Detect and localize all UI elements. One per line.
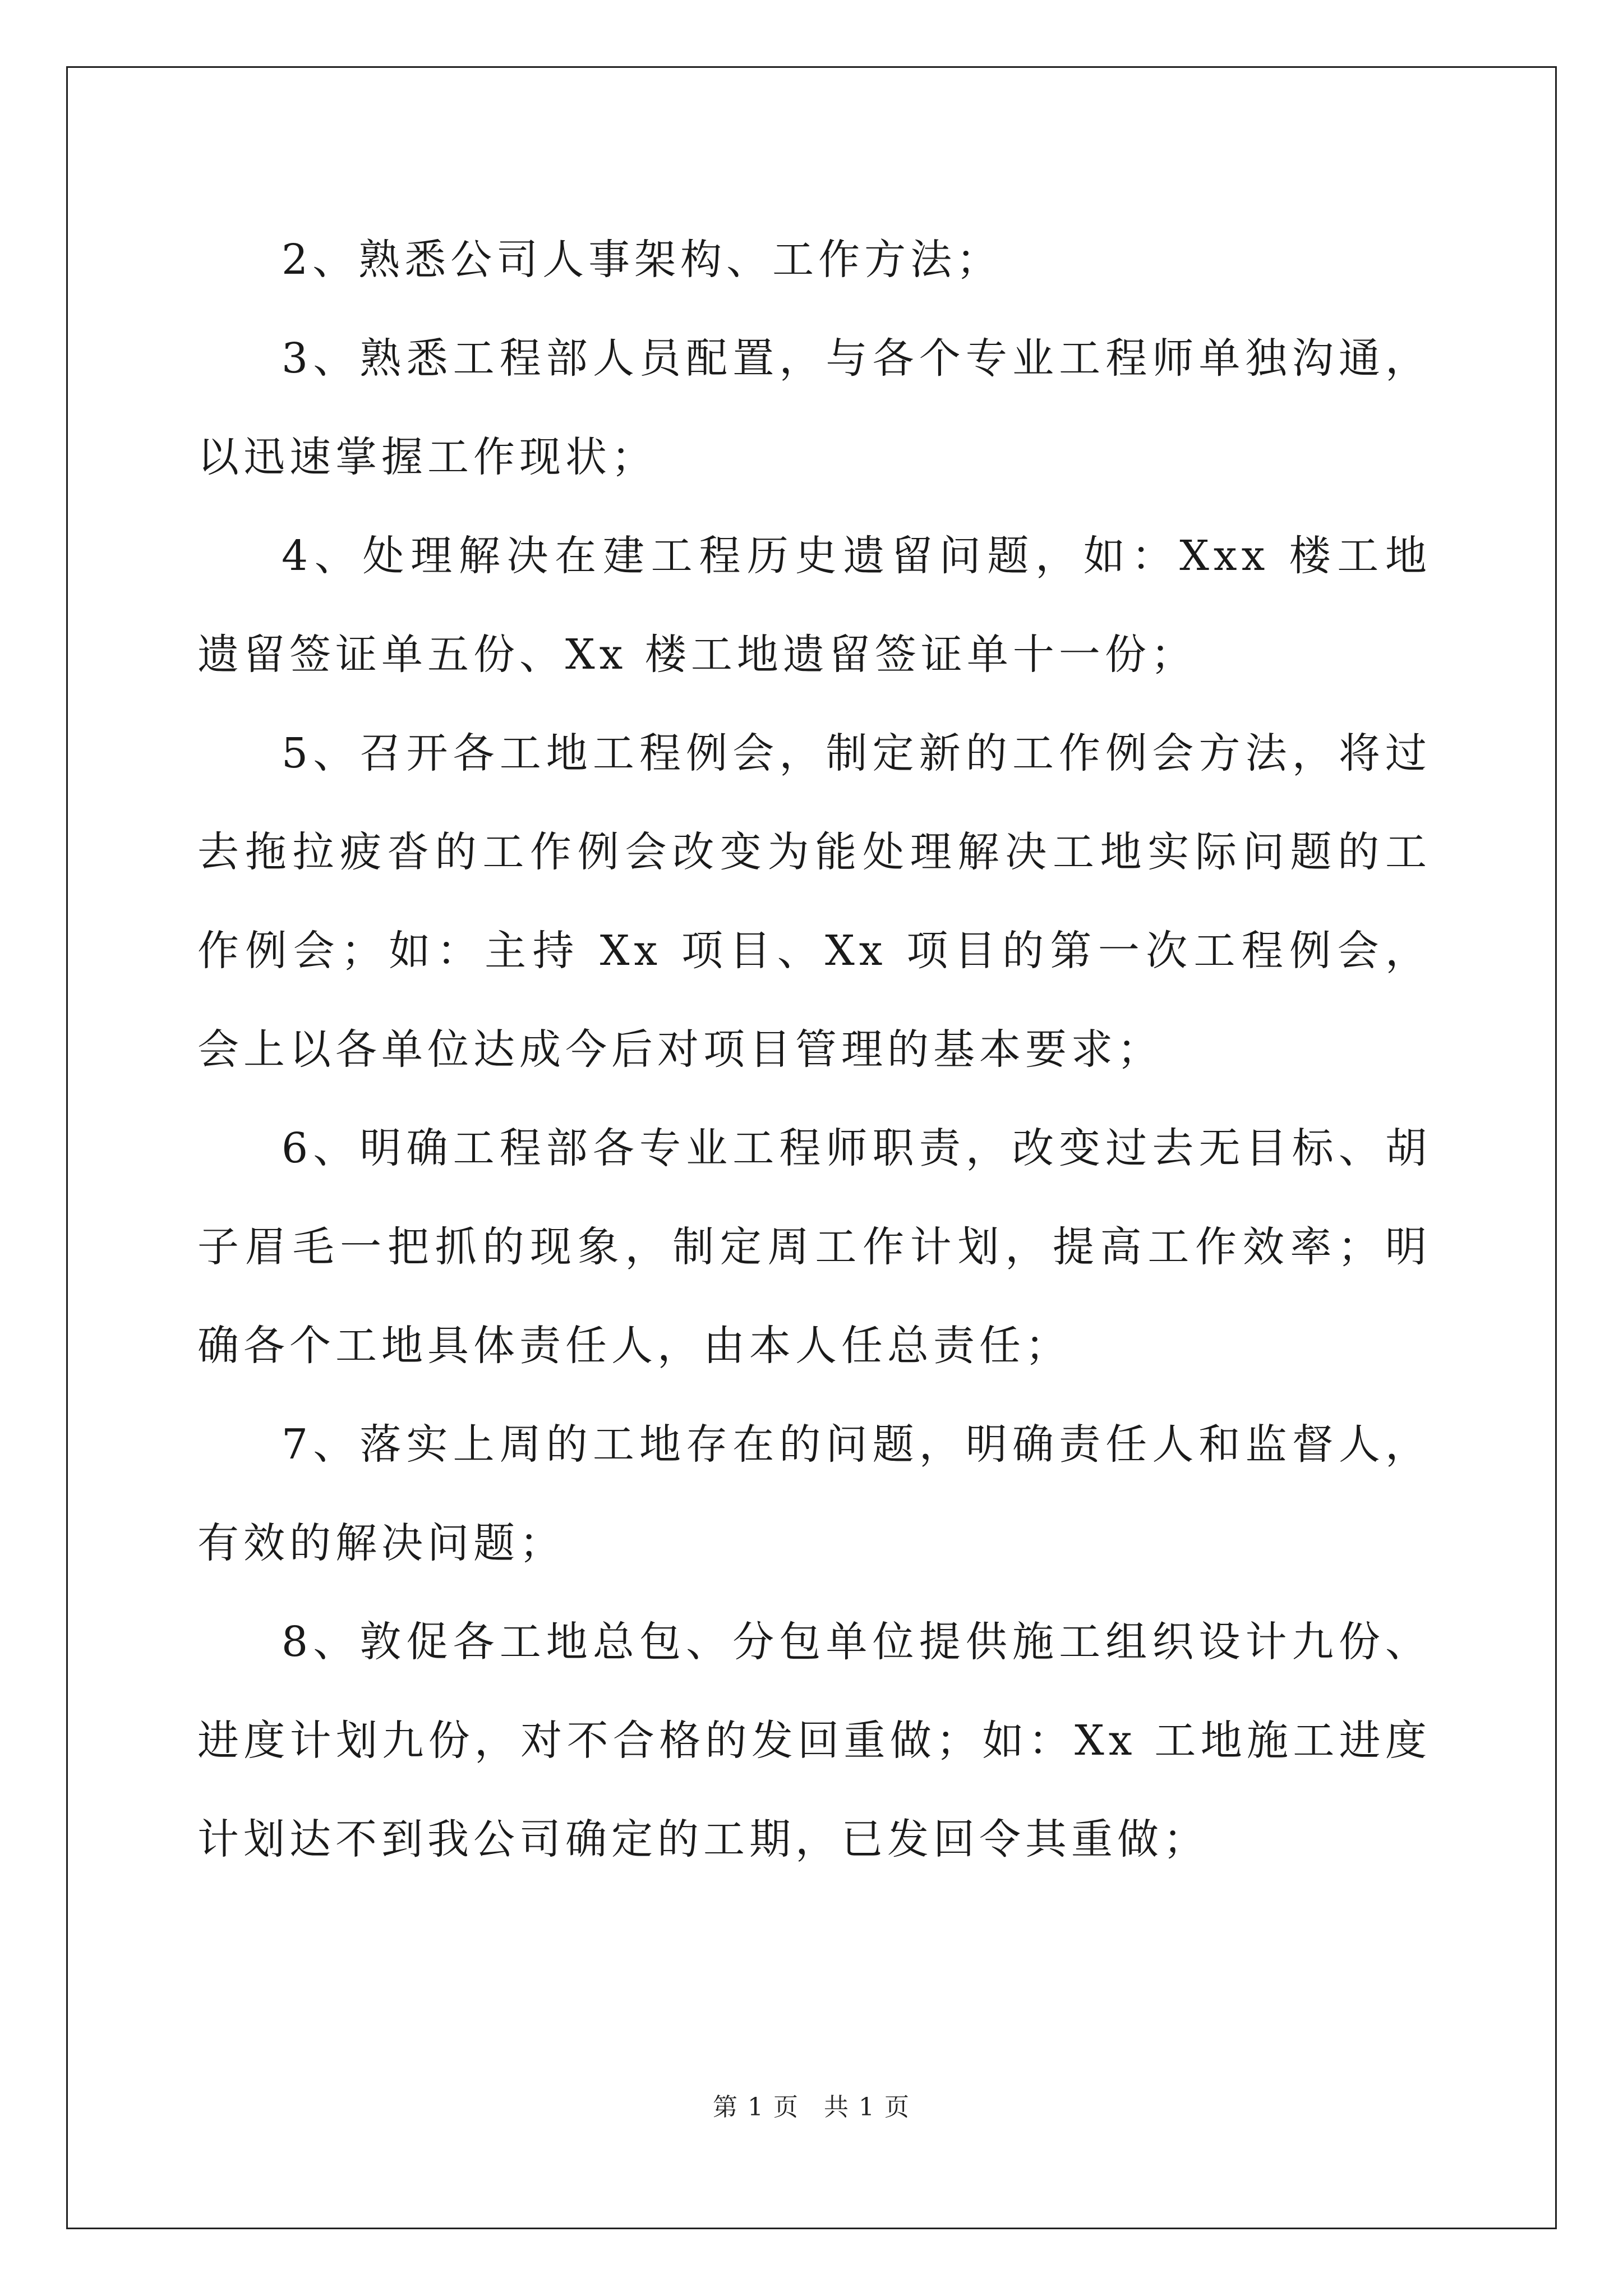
page-footer [0,2087,1623,2123]
paragraph-4: 4、处理解决在建工程历史遗留问题，如：Xxx 楼工地遗留签证单五份、Xx 楼工地遗留签证单十一份； [197,532,1431,679]
paragraph-6: 6、明确工程部各专业工程师职责，改变过去无目标、胡子眉毛一把抓的现象，制定周工作计划，提高工作效率；明确各个工地具体责任人，由本人任总责任； [197,1124,1431,1370]
page-number: 第 1 页 [713,2093,799,2122]
paragraph-3: 3、熟悉工程部人员配置，与各个专业工程师单独沟通，以迅速掌握工作现状； [197,334,1431,481]
document-body [197,210,1431,1889]
paragraph-2: 2、熟悉公司人事架构、工作方法； [282,236,1003,284]
paragraph-7: 7、落实上周的工地存在的问题，明确责任人和监督人，有效的解决问题； [197,1420,1431,1567]
paragraph-8: 8、敦促各工地总包、分包单位提供施工组织设计九份、进度计划九份，对不合格的发回重做；如：Xx 工地施工进度计划达不到我公司确定的工期，已发回令其重做； [197,1618,1431,1864]
paragraph-5: 5、召开各工地工程例会，制定新的工作例会方法，将过去拖拉疲沓的工作例会改变为能处理解决工地实际问题的工作例会；如：主持 Xx 项目、Xx 项目的第一次工程例会，会上以各单位达成今后对项目管理的基本要求； [197,729,1431,1074]
page-total: 共 1 页 [824,2093,910,2122]
